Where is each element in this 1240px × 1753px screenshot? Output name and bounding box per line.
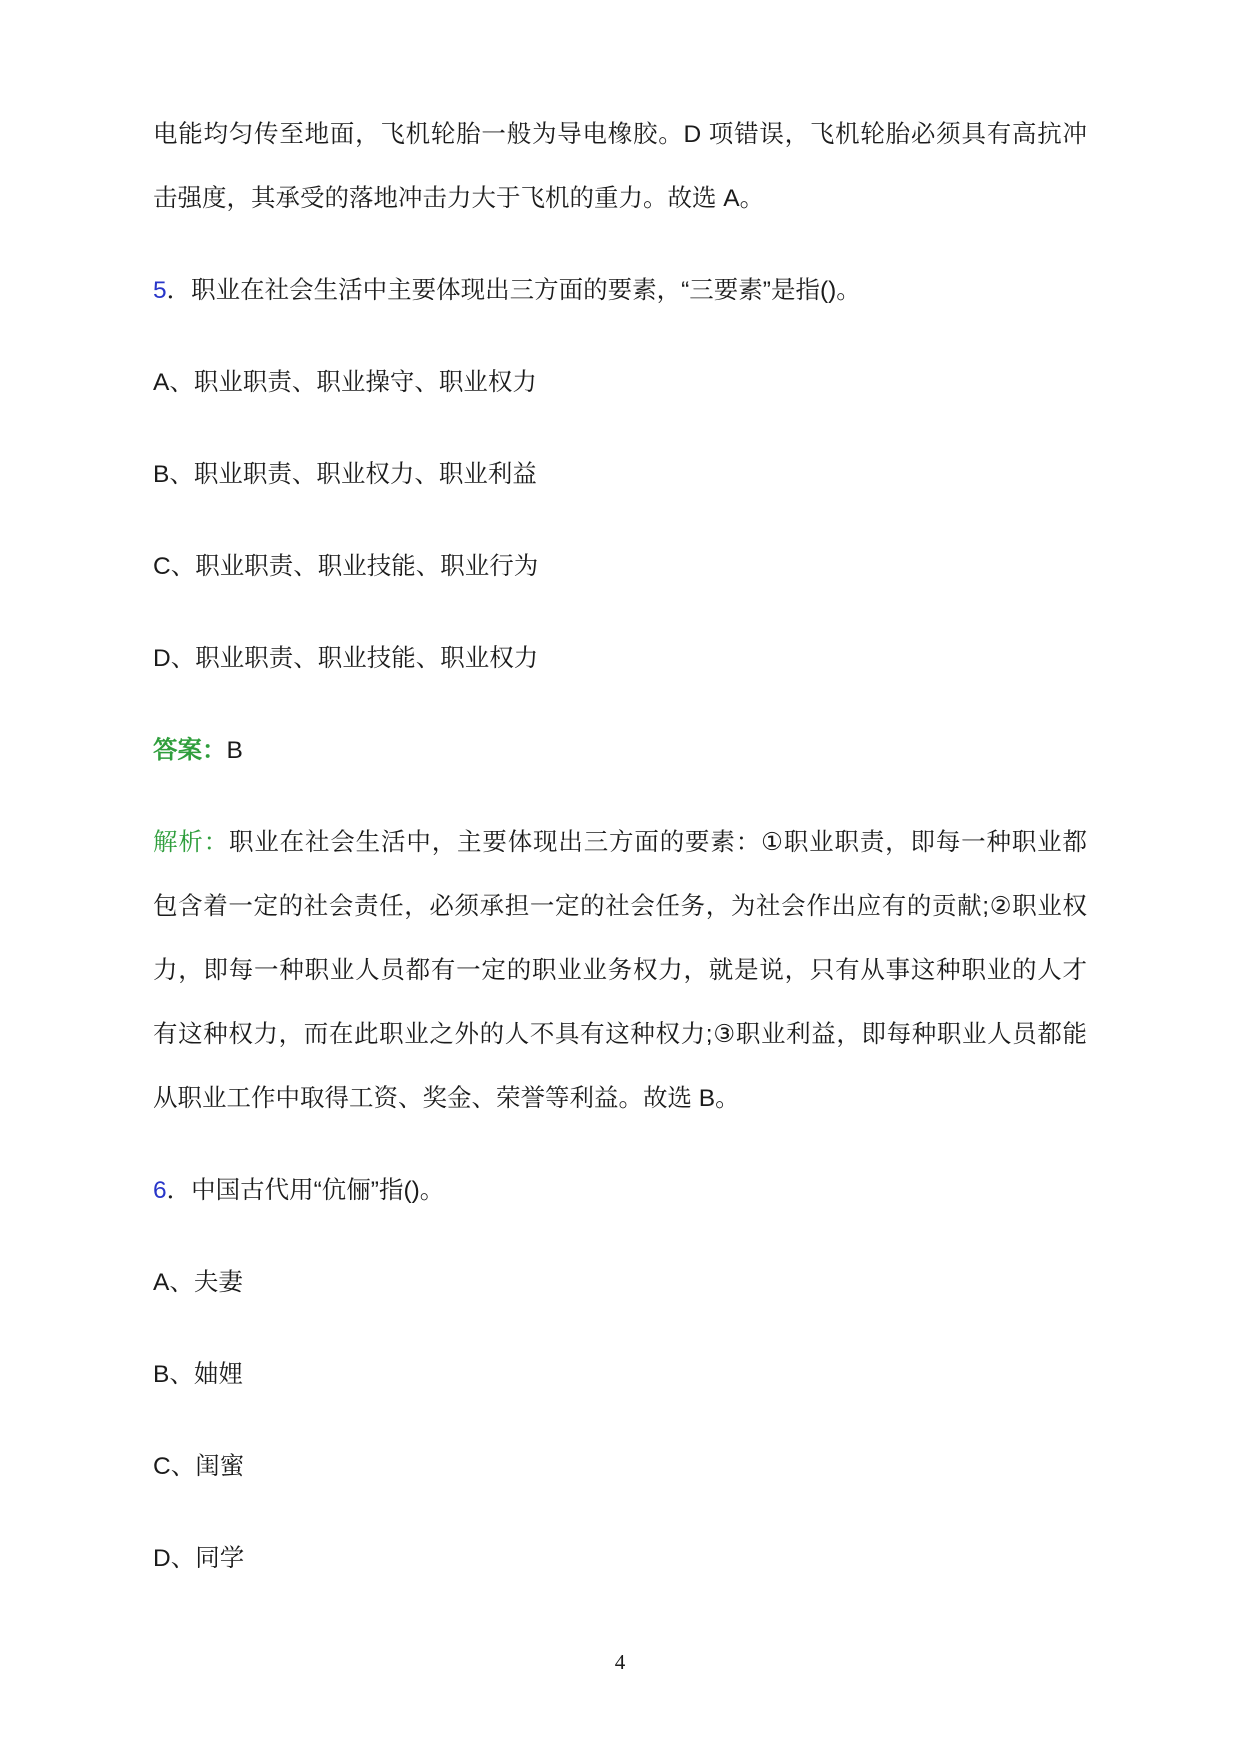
answer-colon: ：: [202, 737, 227, 764]
question-5-dot: ．: [166, 277, 192, 304]
option-text: A、夫妻: [153, 1269, 243, 1296]
question-5-answer: [153, 719, 1087, 783]
page-number: 4: [614, 1650, 626, 1674]
question-5-text: 职业在社会生活中主要体现出三方面的要素，“三要素”是指()。: [191, 277, 861, 304]
question-5-analysis: [153, 811, 1087, 1131]
text-line: 包含着一定的社会责任，必须承担一定的社会任务，为社会作出应有的贡献;②职业权: [153, 893, 1087, 920]
question-5-option-b: [153, 443, 1087, 507]
option-text: B、妯娌: [153, 1361, 243, 1388]
question-6-option-a: [153, 1251, 1087, 1315]
question-5-option-a: [153, 351, 1087, 415]
option-text: A、职业职责、职业操守、职业权力: [153, 369, 537, 396]
option-text: D、同学: [153, 1545, 245, 1572]
answer-label: 答案: [153, 737, 202, 764]
page-content: [153, 103, 1087, 1619]
question-6-option-c: [153, 1435, 1087, 1499]
text-line: [153, 811, 1087, 875]
option-text: D、职业职责、职业技能、职业权力: [153, 645, 539, 672]
text-line: 力，即每一种职业人员都有一定的职业业务权力，就是说，只有从事这种职业的人才: [153, 957, 1087, 984]
option-text: C、职业职责、职业技能、职业行为: [153, 553, 539, 580]
analysis-text: 职业在社会生活中，主要体现出三方面的要素：①职业职责，即每一种职业都: [229, 829, 1088, 856]
option-text: B、职业职责、职业权力、职业利益: [153, 461, 537, 488]
analysis-colon: ：: [203, 829, 230, 856]
analysis-continuation-paragraph: [153, 103, 1087, 231]
text-line: 从职业工作中取得工资、奖金、荣誉等利益。故选 B。: [153, 1085, 740, 1112]
question-5-option-d: [153, 627, 1087, 691]
text-line: 电能均匀传至地面，飞机轮胎一般为导电橡胶。D 项错误，飞机轮胎必须具有高抗冲: [153, 121, 1087, 148]
question-6-option-d: [153, 1527, 1087, 1591]
text-line: 有这种权力，而在此职业之外的人不具有这种权力;③职业利益，即每种职业人员都能: [153, 1021, 1087, 1048]
question-6-text: 中国古代用“伉俪”指()。: [191, 1177, 445, 1204]
question-6-number: 6: [153, 1177, 167, 1204]
question-6-stem: [153, 1159, 1087, 1223]
option-text: C、闺蜜: [153, 1453, 245, 1480]
question-5-option-c: [153, 535, 1087, 599]
answer-value: B: [226, 737, 243, 764]
question-5-number: 5: [153, 277, 167, 304]
question-5-stem: [153, 259, 1087, 323]
page-footer: [0, 1645, 1240, 1679]
text-line: 击强度，其承受的落地冲击力大于飞机的重力。故选 A。: [153, 185, 765, 212]
question-6-option-b: [153, 1343, 1087, 1407]
question-6-dot: ．: [166, 1177, 192, 1204]
analysis-label: 解析: [153, 829, 204, 856]
